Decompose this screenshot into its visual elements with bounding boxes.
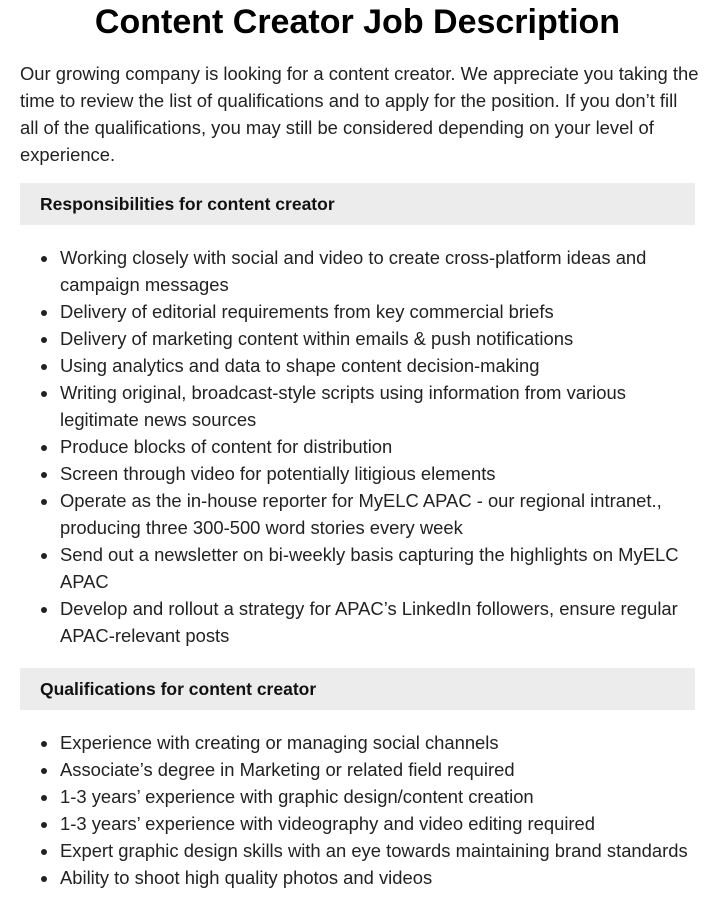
list-item: Produce blocks of content for distribution [20,433,700,460]
list-item: Expert graphic design skills with an eye towards maintaining brand standards [20,837,700,864]
list-item: Using analytics and data to shape content decision-making [20,352,700,379]
list-item: Writing original, broadcast-style scripts using information from various legitimate news sources [20,379,700,433]
qualifications-list [20,729,700,891]
list-item: Experience with creating or managing social channels [20,729,700,756]
list-item: Associate’s degree in Marketing or related field required [20,756,700,783]
responsibilities-list [20,244,700,649]
list-item: 1-3 years’ experience with graphic design/content creation [20,783,700,810]
intro-paragraph: Our growing company is looking for a content creator. We appreciate you taking the time to review the list of qualifications and to apply for the position. If you don’t fill all of the qualifications, you may still be considered depending on your level of experience. [20,63,699,165]
list-item: Working closely with social and video to create cross-platform ideas and campaign messages [20,244,700,298]
qualifications-heading: Qualifications for content creator [20,668,695,710]
list-item: Send out a newsletter on bi-weekly basis capturing the highlights on MyELC APAC [20,541,700,595]
list-item: Develop and rollout a strategy for APAC’s LinkedIn followers, ensure regular APAC-relevant posts [20,595,700,649]
page-title: Content Creator Job Description [94,3,621,41]
list-item: Delivery of editorial requirements from key commercial briefs [20,298,700,325]
list-item: Ability to shoot high quality photos and videos [20,864,700,891]
list-item: Operate as the in-house reporter for MyELC APAC - our regional intranet., producing three 300-500 word stories every week [20,487,700,541]
list-item: 1-3 years’ experience with videography and video editing required [20,810,700,837]
list-item: Screen through video for potentially litigious elements [20,460,700,487]
responsibilities-heading: Responsibilities for content creator [20,183,695,225]
list-item: Delivery of marketing content within emails & push notifications [20,325,700,352]
